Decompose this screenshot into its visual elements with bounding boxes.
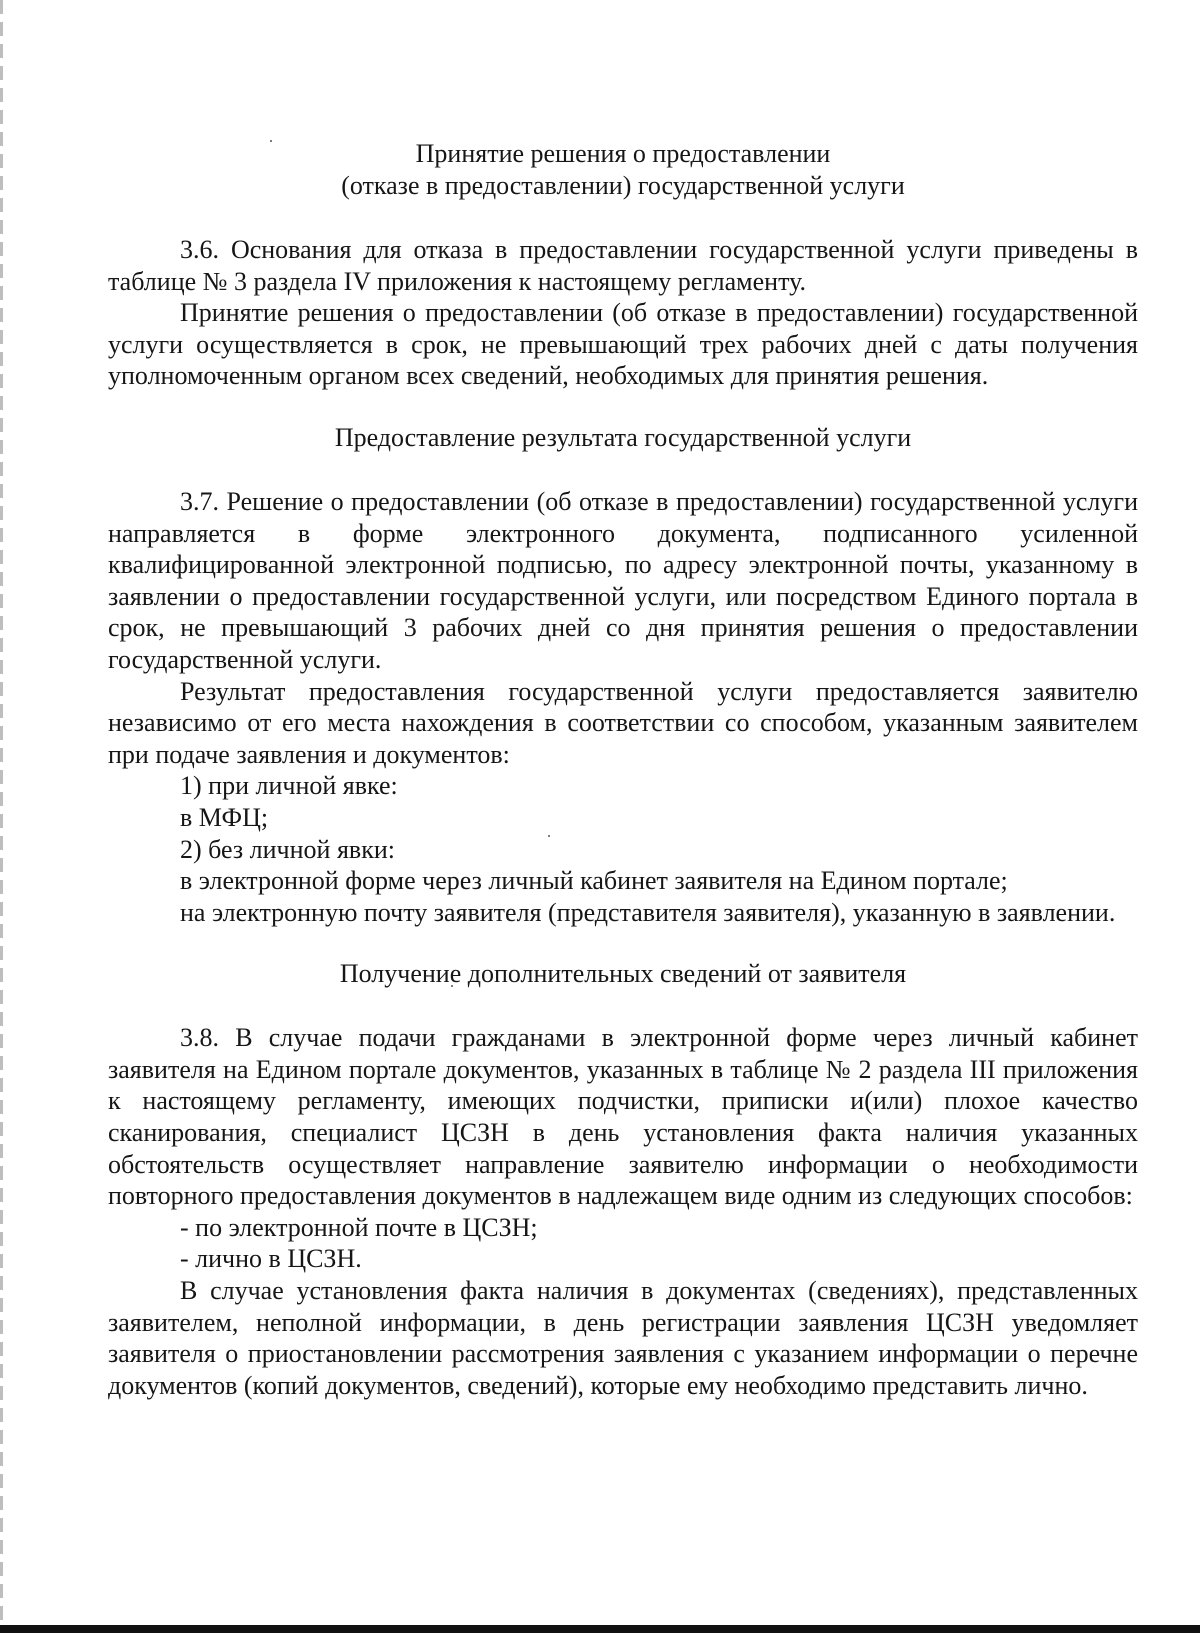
list-item-email-cszn: - по электронной почте в ЦСЗН; — [180, 1212, 538, 1242]
list-item-email: на электронную почту заявителя (представителя заявителя), указанную в заявлении. — [180, 897, 1116, 927]
paragraph-incomplete-info: В случае установления факта наличия в документах (сведениях), представленных заявителем, неполной информации, в день регистрации заявления ЦСЗН уведомляет заявителя о приостановлении рассмотрения заявления с указанием информации о перечне документов (копий документов, сведений), которые ему необходимо представить лично. — [108, 1276, 1138, 1400]
list-item-personal-cabinet: в электронной форме через личный кабинет заявителя на Едином портале; — [180, 866, 1008, 896]
spacer — [108, 928, 1138, 958]
paragraph-result-delivery: Результат предоставления государственной услуги предоставляется заявителю независимо от его места нахождения в соответствии со способом, указанным заявителем при подаче заявления и документов: — [108, 676, 1138, 769]
paragraph-3-6: 3.6. Основания для отказа в предоставлении государственной услуги приведены в таблице № 3 раздела IV приложения к настоящему регламенту. — [108, 235, 1138, 296]
section-title-line-1: Принятие решения о предоставлении — [415, 139, 831, 168]
spacer — [108, 202, 1138, 234]
section-result — [108, 422, 1138, 928]
list-item-in-person-cszn: - лично в ЦСЗН. — [180, 1244, 362, 1274]
section-approval — [108, 138, 1138, 392]
section-title-approval — [108, 138, 1138, 202]
list-item-no-visit: 2) без личной явки: — [180, 834, 395, 864]
scan-bottom-edge — [0, 1625, 1200, 1633]
section-title-line-2: (отказе в предоставлении) государственной услуги — [341, 171, 905, 200]
spacer — [108, 990, 1138, 1022]
spacer — [108, 392, 1138, 422]
list-item-personal-visit: 1) при личной явке: — [180, 771, 398, 801]
paragraph-decision-term: Принятие решения о предоставлении (об отказе в предоставлении) государственной услуги осуществляется в срок, не превышающий трех рабочих дней с даты получения уполномоченным органом всех сведений, необходимых для принятия решения. — [108, 298, 1138, 391]
section-additional-info — [108, 958, 1138, 1401]
scan-left-edge — [0, 0, 3, 1633]
document-page — [108, 138, 1138, 1401]
list-item-mfc: в МФЦ; — [180, 802, 269, 832]
section-title-additional-info: Получение дополнительных сведений от заявителя — [339, 959, 907, 989]
paragraph-3-8: 3.8. В случае подачи гражданами в электронной форме через личный кабинет заявителя на Едином портале документов, указанных в таблице № 2 раздела III приложения к настоящему регламенту, имеющих подчистки, приписки и(или) плохое качество сканирования, специалист ЦСЗН в день установления факта наличия указанных обстоятельств осуществляет направление заявителю информации о необходимости повторного предоставления документов в надлежащем виде одним из следующих способов: — [108, 1023, 1138, 1211]
paragraph-3-7: 3.7. Решение о предоставлении (об отказе в предоставлении) государственной услуги направляется в форме электронного документа, подписанного усиленной квалифицированной электронной подписью, по адресу электронной почты, указанному в заявлении о предоставлении государственной услуги, или посредством Единого портала в срок, не превышающий 3 рабочих дней со дня принятия решения о предоставлении государственной услуги. — [108, 486, 1138, 674]
section-title-result: Предоставление результата государственной услуги — [334, 422, 912, 452]
spacer — [108, 454, 1138, 486]
